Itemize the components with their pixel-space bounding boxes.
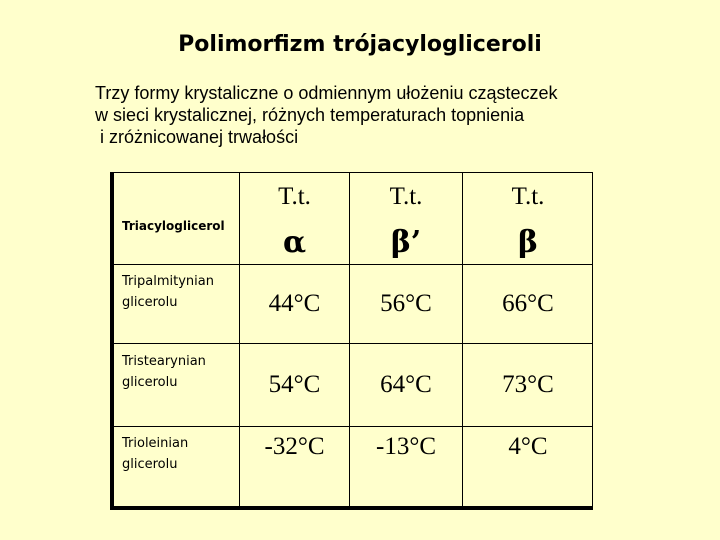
slide-subtitle bbox=[95, 82, 655, 148]
row-label-line: Trioleinian bbox=[122, 436, 189, 451]
row-label-line: Tripalmitynian bbox=[122, 274, 214, 289]
header-tt-alpha: T.t. bbox=[278, 183, 311, 210]
row-label-line: Tristearynian bbox=[122, 354, 206, 369]
row-label-line: glicerolu bbox=[122, 375, 178, 390]
table-corner-label: Triacyloglicerol bbox=[122, 219, 225, 233]
row-label-line: glicerolu bbox=[122, 295, 178, 310]
subtitle-line: w sieci krystalicznej, różnych temperaturach topnienia bbox=[95, 105, 525, 125]
table-cell: 56°C bbox=[380, 290, 432, 317]
row-label-line: glicerolu bbox=[122, 457, 178, 472]
table-cell: 54°C bbox=[268, 371, 321, 398]
subtitle-line: i zróżnicowanej trwałości bbox=[95, 127, 299, 147]
header-tt-beta-prime: T.t. bbox=[389, 183, 423, 210]
row-label-tripalmitin bbox=[122, 271, 214, 313]
polymorph-table bbox=[110, 172, 593, 510]
slide-title: Polimorfizm trójacylogliceroli bbox=[178, 32, 542, 57]
table-cell: -13°C bbox=[376, 433, 436, 460]
table-cell: -32°C bbox=[264, 433, 325, 460]
table-cell: 66°C bbox=[502, 290, 554, 317]
row-label-tristearin bbox=[122, 351, 206, 393]
header-beta-symbol: β bbox=[518, 224, 538, 260]
table-cell: 4°C bbox=[508, 433, 548, 460]
header-alpha-symbol: α bbox=[282, 224, 307, 260]
table-cell: 73°C bbox=[502, 371, 554, 398]
header-tt-beta: T.t. bbox=[511, 183, 545, 210]
row-label-triolein bbox=[122, 433, 188, 475]
table-cell: 64°C bbox=[380, 371, 432, 398]
table-cell: 44°C bbox=[268, 290, 321, 317]
header-beta-prime-symbol: β’ bbox=[390, 224, 422, 260]
subtitle-line: Trzy formy krystaliczne o odmiennym ułożeniu cząsteczek bbox=[95, 83, 558, 103]
